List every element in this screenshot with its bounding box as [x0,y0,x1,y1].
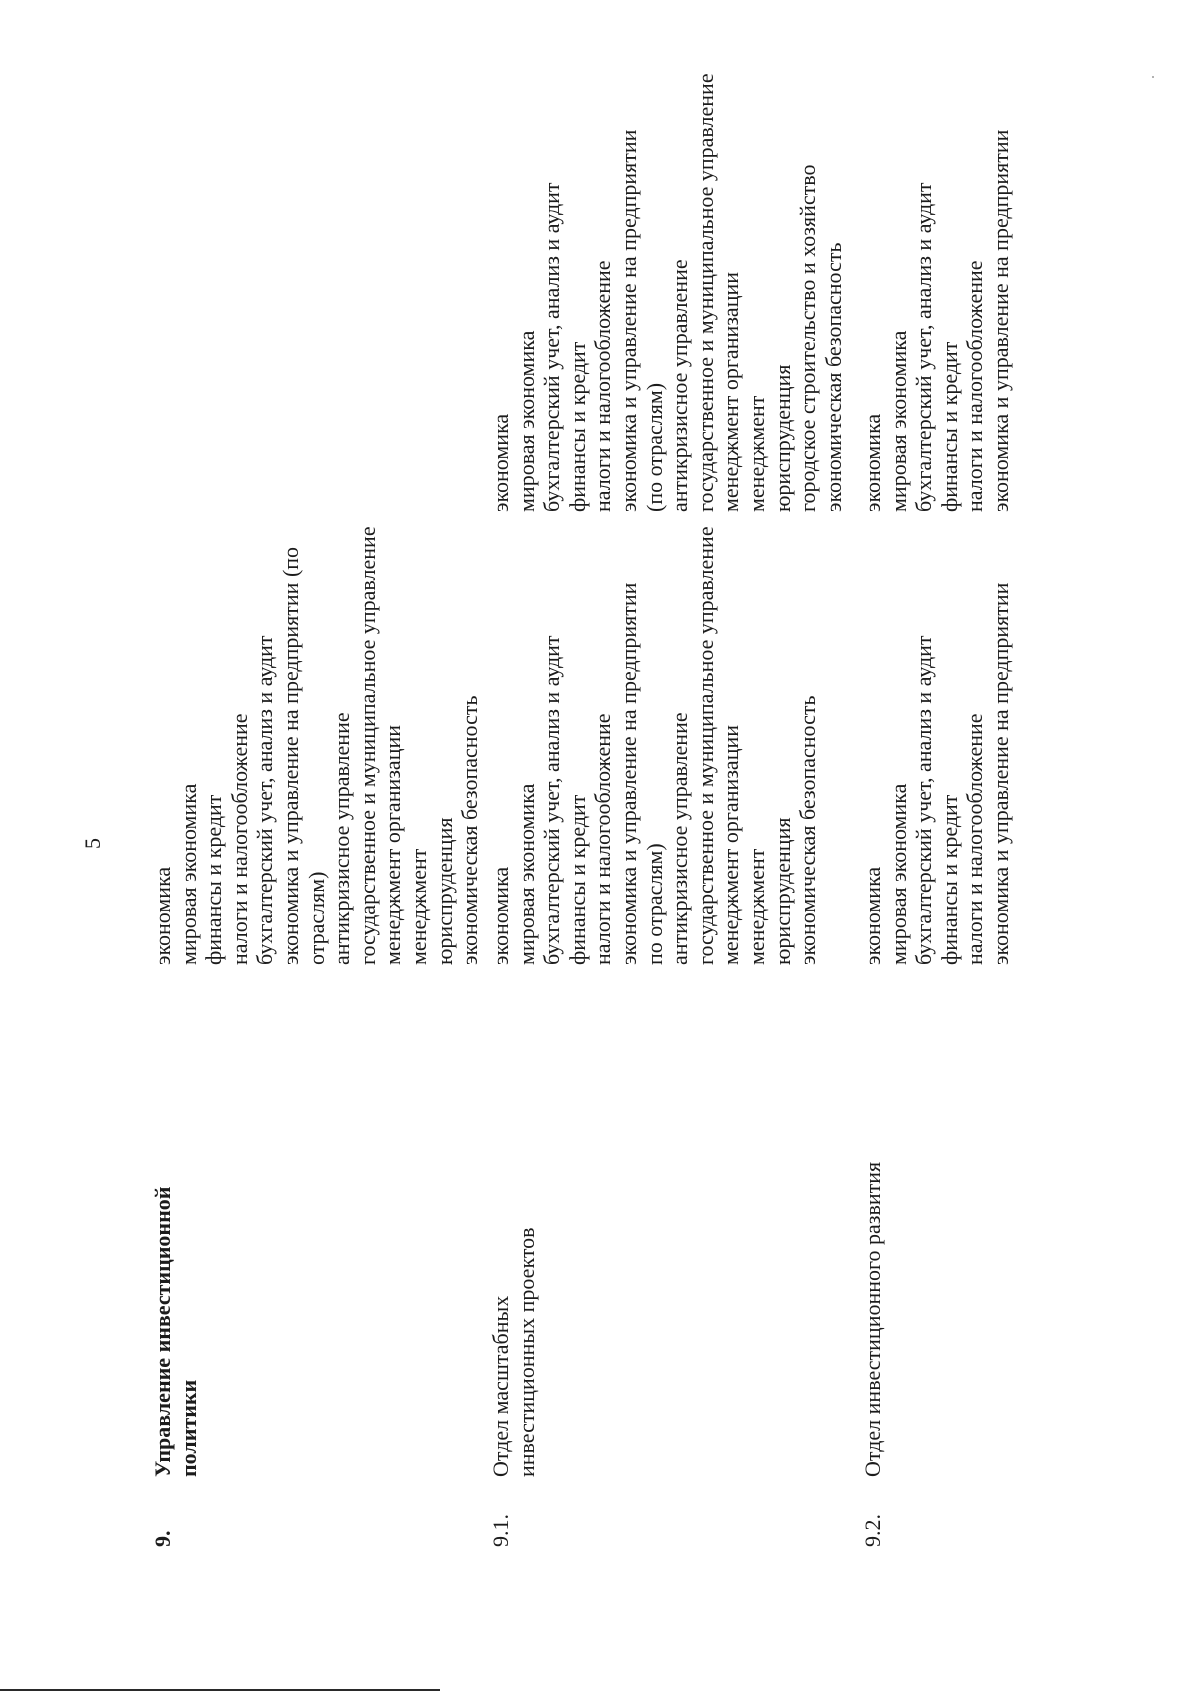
specialty-item: налоги и налогообложение [590,713,616,965]
specialty-item: налоги и налогообложение [962,713,988,965]
section-9-1-title-line-2: инвестиционных проектов [514,1227,539,1477]
section-9-2-specialties-list-a [860,583,1014,965]
specialty-item: экономика и управление на предприятии [615,582,641,965]
specialty-item: мировая экономика [885,330,911,512]
section-9-1-title-line-1: Отдел масштабных [488,1295,513,1477]
specialty-item: экономика и управление на предприятии [987,129,1013,512]
section-9-1-specialties-list-a [488,526,821,965]
specialty-item: финансы и кредит [564,341,590,512]
specialty-item: финансы и кредит [936,794,962,965]
specialty-item: бухгалтерский учет, анализ и аудит [539,635,565,965]
section-9-2-number: 9.2. [860,1514,885,1547]
specialty-item: финансы и кредит [201,794,227,965]
specialty-item: антикризисное управление [667,712,693,965]
specialty-item: мировая экономика [513,783,539,965]
specialty-item: мировая экономика [885,783,911,965]
section-9-specialties-list [150,526,483,965]
specialty-item: бухгалтерский учет, анализ и аудит [539,182,565,512]
specialty-item: бухгалтерский учет, анализ и аудит [252,635,278,965]
specialty-item: мировая экономика [175,783,201,965]
specialty-item: финансы и кредит [564,794,590,965]
specialty-item: антикризисное управление [329,712,355,965]
specialty-item: финансы и кредит [936,341,962,512]
specialty-item: менеджмент организации [718,271,744,512]
section-9-1-specialties-list-b [488,73,846,512]
specialty-item: государственное и муниципальное управление [354,526,380,965]
section-9-2-specialties-list-b [860,130,1014,512]
specialty-item: бухгалтерский учет, анализ и аудит [911,182,937,512]
specialty-item: мировая экономика [513,330,539,512]
specialty-item: экономика [150,866,175,965]
specialty-item: юриспруденция [431,817,457,965]
specialty-item: экономика и управление на предприятии [615,129,641,512]
specialty-item: экономика [488,413,513,512]
bottom-rule [0,1689,440,1691]
specialty-item: налоги и налогообложение [962,260,988,512]
specialty-item: государственное и муниципальное управление [692,526,718,965]
specialty-item: юриспруденция [769,364,795,512]
specialty-item: экономика [860,866,885,965]
specialty-item: экономическая безопасность [820,242,846,512]
specialty-item: менеджмент [405,848,431,965]
specialty-item: экономика и управление на предприятии [987,582,1013,965]
section-9-title-line-1: Управление инвестиционной [150,1186,175,1477]
specialty-item: по отраслям) [641,843,667,965]
specialty-item: экономика [488,866,513,965]
scan-speck [1152,76,1154,78]
section-9-2-title-line-1: Отдел инвестиционного развития [860,1161,885,1477]
specialty-item: менеджмент [743,395,769,512]
specialty-item: менеджмент [743,848,769,965]
specialty-item: менеджмент организации [380,724,406,965]
specialty-item: налоги и налогообложение [226,713,252,965]
section-9-number: 9. [150,1530,175,1547]
specialty-item: налоги и налогообложение [590,260,616,512]
section-9-1-number: 9.1. [488,1514,513,1547]
specialty-item: экономика и управление на предприятии (по [277,546,303,965]
section-9-title-line-2: политики [176,1379,201,1477]
specialty-item: менеджмент организации [718,724,744,965]
specialty-item: юриспруденция [769,817,795,965]
specialty-item: государственное и муниципальное управление [692,73,718,512]
specialty-item: экономика [860,413,885,512]
specialty-item: (по отраслям) [641,382,667,512]
specialty-item: бухгалтерский учет, анализ и аудит [911,635,937,965]
page-number: 5 [80,838,105,849]
specialty-item: отраслям) [303,871,329,965]
specialty-item: экономическая безопасность [795,695,821,965]
specialty-item: антикризисное управление [667,259,693,512]
specialty-item: городское строительство и хозяйство [795,164,821,512]
specialty-item: экономическая безопасность [457,695,483,965]
